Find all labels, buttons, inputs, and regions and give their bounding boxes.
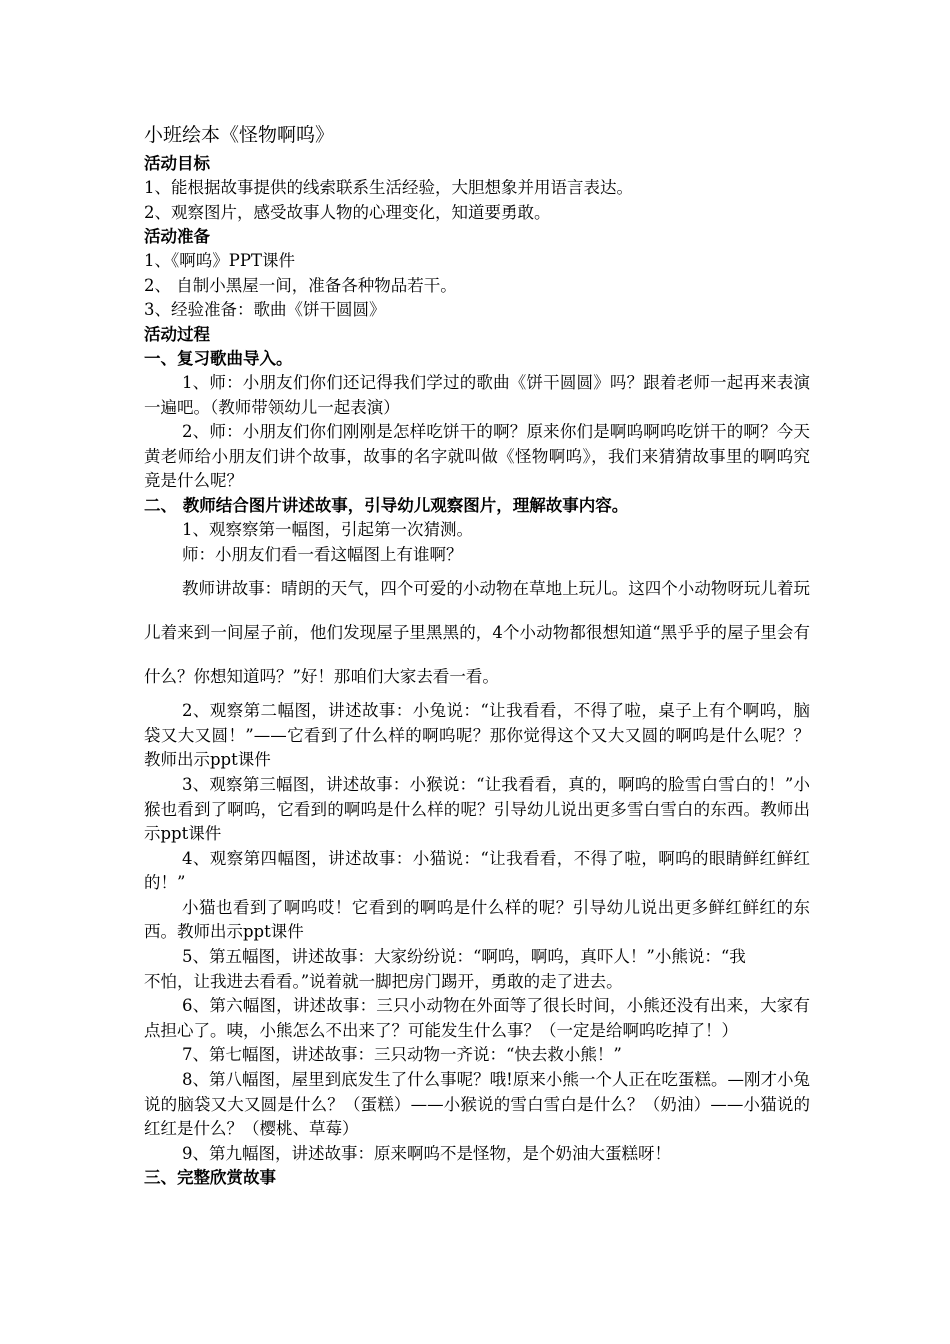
paragraph: 师：小朋友们看一看这幅图上有谁啊？ xyxy=(182,544,463,564)
section-heading: 三、完整欣赏故事 xyxy=(144,1168,276,1188)
section-heading: 一、复习歌曲导入。 xyxy=(144,348,293,368)
paragraph: 6、第六幅图，讲述故事：三只小动物在外面等了很长时间，小熊还没有出来，大家有点担心了。咦，小熊怎么不出来了？可能发生什么事？（一定是给啊呜吃掉了！） xyxy=(144,996,810,1040)
paragraph: 小猫也看到了啊呜哎！它看到的啊呜是什么样的呢？引导幼儿说出更多鲜红鲜红的东西。教师出示ppt课件 xyxy=(144,897,810,942)
goals-heading: 活动目标 xyxy=(144,154,210,173)
goal-item: 2、观察图片，感受故事人物的心理变化，知道要勇敢。 xyxy=(144,202,551,222)
document-page xyxy=(144,118,810,1190)
prep-item: 3、经验准备：歌曲《饼干圆圆》 xyxy=(144,300,386,320)
prep-item: 2、 自制小黑屋一间，准备各种物品若干。 xyxy=(144,275,457,295)
paragraph: 教师讲故事：晴朗的天气，四个可爱的小动物在草地上玩儿。这四个小动物呀玩儿着玩儿着来到一间屋子前，他们发现屋子里黑黑的，4个小动物都很想知道“黑乎乎的屋子里会有什么？你想知道吗？”好！那咱们大家去看一看。 xyxy=(144,579,810,687)
paragraph: 2、师：小朋友们你们刚刚是怎样吃饼干的啊？原来你们是啊呜啊呜吃饼干的啊？今天黄老师给小朋友们讲个故事，故事的名字就叫做《怪物啊呜》，我们来猜猜故事里的啊呜究竟是什么呢？ xyxy=(144,422,810,491)
paragraph: 9、第九幅图，讲述故事：原来啊呜不是怪物，是个奶油大蛋糕呀！ xyxy=(182,1143,671,1163)
paragraph: 4、观察第四幅图，讲述故事：小猫说：“让我看看，不得了啦，啊呜的眼睛鲜红鲜红的！” xyxy=(144,848,810,893)
paragraph: 1、观察察第一幅图，引起第一次猜测。 xyxy=(182,519,473,539)
prep-heading: 活动准备 xyxy=(144,227,210,247)
prep-item: 1、《啊呜》PPT课件 xyxy=(144,251,295,271)
paragraph: 5、第五幅图，讲述故事：大家纷纷说：“啊呜，啊呜，真吓人！”小熊说：“我 xyxy=(182,947,746,967)
paragraph: 1、师：小朋友们你们还记得我们学过的歌曲《饼干圆圆》吗？跟着老师一起再来表演一遍吧。（教师带领幼儿一起表演） xyxy=(144,372,810,417)
section-heading: 二、 教师结合图片讲述故事，引导幼儿观察图片，理解故事内容。 xyxy=(144,495,629,515)
paragraph: 2、观察第二幅图，讲述故事：小兔说：“让我看看，不得了啦，桌子上有个啊呜，脑袋又大又圆！”——它看到了什么样的啊呜呢？那你觉得这个又大又圆的啊呜是什么呢？？教师出示ppt课件 xyxy=(144,701,810,770)
paragraph: 7、第七幅图，讲述故事：三只动物一齐说：“快去救小熊！” xyxy=(182,1045,622,1065)
paragraph: 8、第八幅图，屋里到底发生了什么事呢？哦!原来小熊一个人正在吃蛋糕。—刚才小兔说的脑袋又大又圆是什么？（蛋糕）——小猴说的雪白雪白是什么？（奶油）——小猫说的红红是什么？（樱桃、草莓） xyxy=(144,1070,810,1139)
document-title: 小班绘本《怪物啊呜》 xyxy=(144,124,335,146)
paragraph-continuation: 不怕，让我进去看看。”说着就一脚把房门踢开，勇敢的走了进去。 xyxy=(144,971,623,991)
goal-item: 1、能根据故事提供的线索联系生活经验，大胆想象并用语言表达。 xyxy=(144,178,633,197)
process-heading: 活动过程 xyxy=(144,324,210,344)
paragraph: 3、观察第三幅图，讲述故事：小猴说：“让我看看，真的，啊呜的脸雪白雪白的！”小猴也看到了啊呜，它看到的啊呜是什么样的呢？引导幼儿说出更多雪白雪白的东西。教师出示ppt课件 xyxy=(144,774,810,844)
